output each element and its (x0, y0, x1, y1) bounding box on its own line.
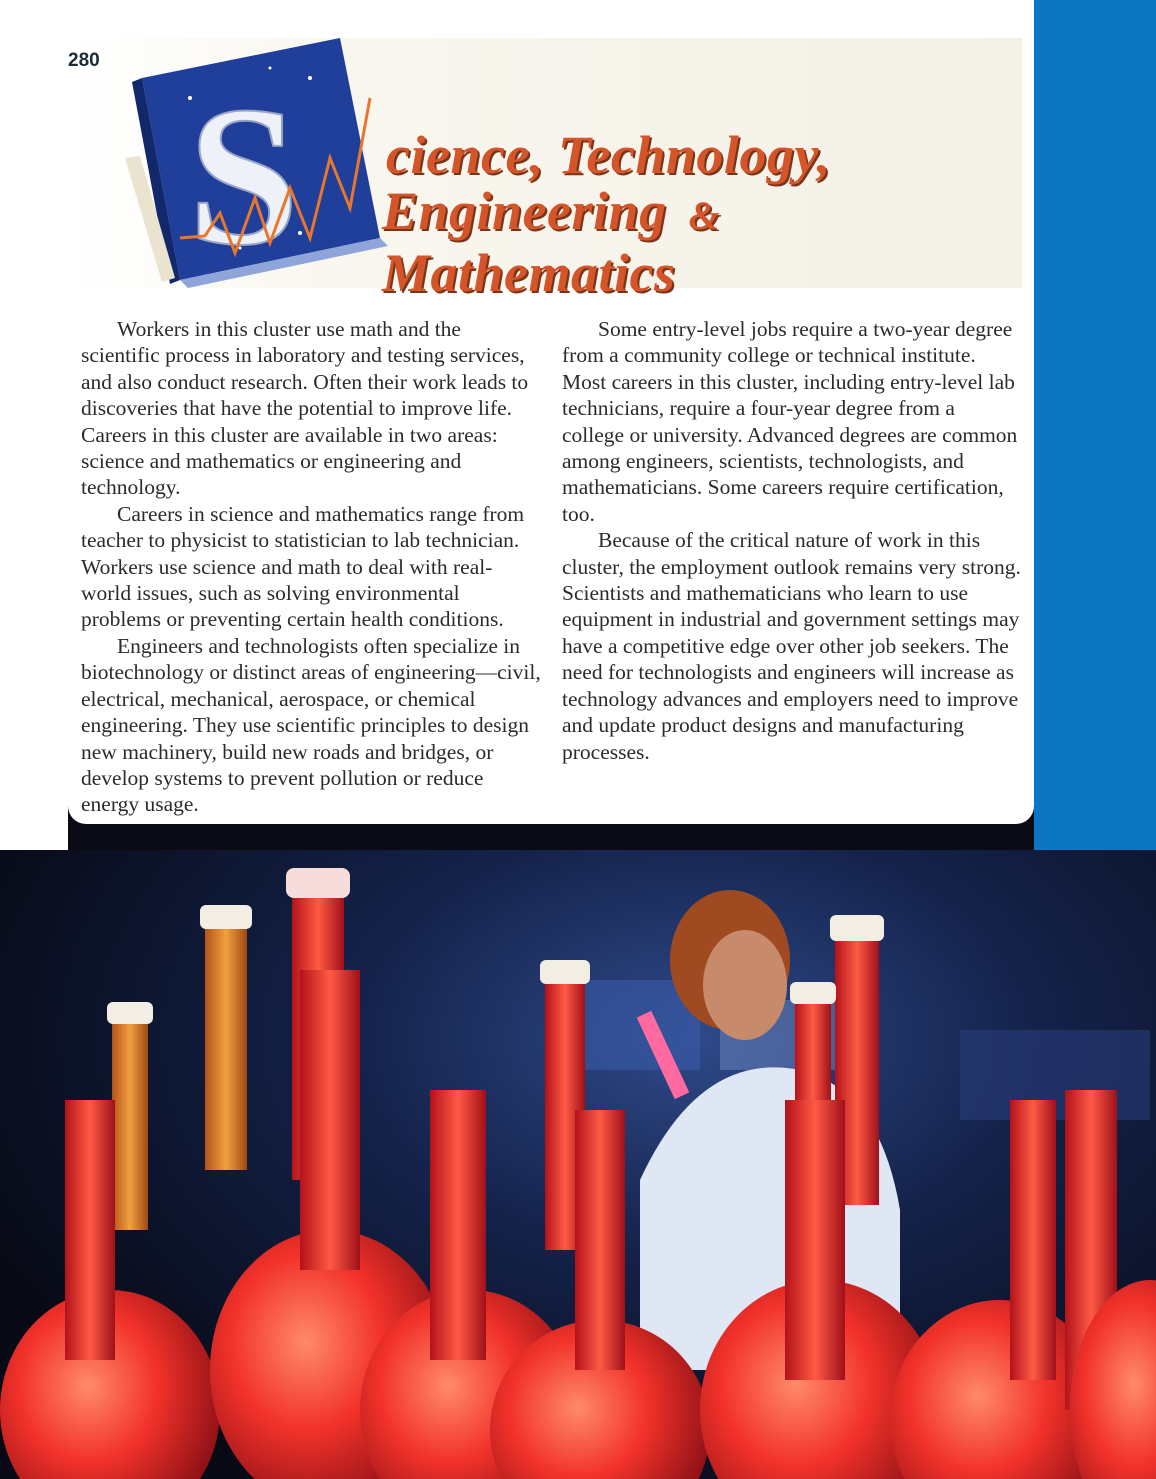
paragraph: Workers in this cluster use math and the scientific process in laboratory and testing services, and also conduct research. Often their work leads to discoveries that have the potential to improve life. Careers in this cluster are available in two areas: science and mathematics or engineering and technology. (81, 317, 529, 500)
lab-photo-illustration (0, 850, 1156, 1479)
banner-word-engineering: Engineering (382, 181, 667, 241)
cluster-banner (70, 38, 1022, 303)
banner-title-line1: cience, Technology, (386, 125, 831, 185)
scientist-face (703, 930, 787, 1040)
lab-photo (0, 850, 1156, 1479)
page-number: 280 (68, 50, 100, 71)
banner-title-line2 (382, 180, 1022, 304)
page-margin-left (0, 0, 68, 850)
paragraph: Some entry-level jobs require a two-year degree from a community college or technical institute. Most careers in this cluster, including entry-level lab technicians, require a four-year degree from a college or university. Advanced degrees are common among engineers, scientists, technologists, and mathematicians. Some careers require certification, too. (562, 317, 1018, 526)
blue-side-bar (1034, 0, 1156, 850)
paragraph: Careers in science and mathematics range from teacher to physicist to statistician to lab technician. Workers use science and math to deal with real-world issues, such as solving environmental problems or preventing certain health conditions. (81, 501, 525, 632)
banner-word-mathematics: Mathematics (382, 243, 676, 303)
banner-s-letter: S (188, 66, 300, 287)
paragraph: Engineers and technologists often specialize in biotechnology or distinct areas of engineering—civil, electrical, mechanical, aerospace, or chemical engineering. They use scientific principles to design new machinery, build new roads and bridges, or develop systems to prevent pollution or reduce energy usage. (81, 633, 541, 817)
paragraph: Because of the critical nature of work in this cluster, the employment outlook remains very strong. Scientists and mathematicians who learn to use equipment in industrial and government settings may have a competitive edge over other job seekers. The need for technologists and engineers will increase as technology advances and employers need to improve and update product designs and manufacturing processes. (562, 528, 1021, 764)
text-column-left (81, 316, 541, 818)
text-column-right (562, 316, 1022, 765)
banner-ampersand: & (688, 193, 721, 238)
